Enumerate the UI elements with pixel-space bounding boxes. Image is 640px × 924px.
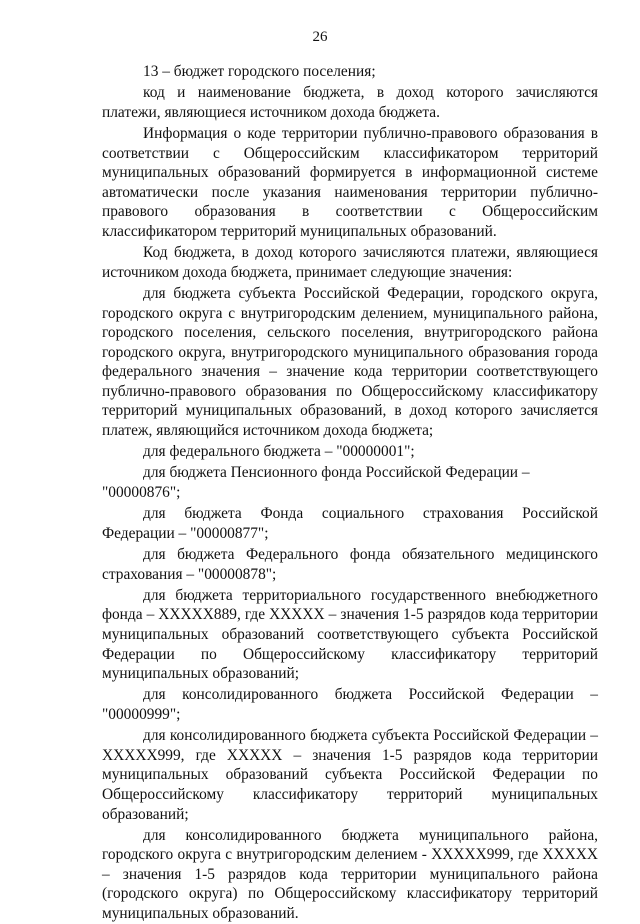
paragraph-budget-code-13: 13 – бюджет городского поселения;: [143, 63, 376, 80]
page-number: 26: [312, 29, 328, 45]
paragraph-federal-budget: для федерального бюджета – "00000001";: [143, 443, 415, 461]
paragraph-territorial-fund: для бюджета территориального государственного внебюджетного фонда – XXXXX889, где XXXXX – значения 1-5 разрядов кода территории муниципальных образований соответствующего субъекта Российской Федерации по Общероссийскому классификатору территорий муниципальных образований;: [102, 586, 598, 683]
paragraph-territory-code-info: Информация о коде территории публично-правового образования в соответствии с Общероссийским классификатором территорий муниципальных образований формируется в информационной системе автоматически после указания наименования территории публично-правового образования в соответствии с Общероссийским классификатором территорий муниципальных образований.: [102, 124, 598, 240]
paragraph-pension-fund: для бюджета Пенсионного фонда Российской Федерации – "00000876";: [102, 464, 530, 502]
paragraph-subject-budget: для бюджета субъекта Российской Федерации, городского округа, городского округа с внутригородским делением, муниципального района, городского поселения, сельского поселения, внутригородского района городского округа, внутригородского муниципального образования города федерального значения – значение кода территории соответствующего публично-правового образования по Общероссийскому классификатору территорий муниципальных образований, в доход которого зачисляется платеж, являющийся источником дохода бюджета;: [102, 284, 598, 440]
paragraph-consolidated-municipal: для консолидированного бюджета муниципального района, городского округа с внутригородским делением - XXXXX999, где XXXXX – значения 1-5 разрядов кода территории муниципального района (городского округа) по Общероссийскому классификатору территорий муниципальных образований.: [102, 826, 598, 923]
paragraph-consolidated-federal: для консолидированного бюджета Российской Федерации – "00000999";: [102, 686, 598, 723]
paragraph-budget-code-name: код и наименование бюджета, в доход которого зачисляются платежи, являющиеся источником дохода бюджета.: [102, 84, 598, 121]
paragraph-social-insurance-fund: для бюджета Фонда социального страхования Российской Федерации – "00000877";: [102, 505, 598, 542]
document-body: [102, 62, 598, 924]
paragraph-budget-code-values: Код бюджета, в доход которого зачисляются платежи, являющиеся источником дохода бюджета, принимает следующие значения:: [102, 244, 598, 281]
paragraph-consolidated-subject: для консолидированного бюджета субъекта Российской Федерации – XXXXX999, где XXXXX – значения 1-5 разрядов кода территории муниципальных образований субъекта Российской Федерации по Общероссийскому классификатору территорий муниципальных образований;: [102, 727, 598, 823]
paragraph-medical-insurance-fund: для бюджета Федерального фонда обязательного медицинского страхования – "00000878";: [102, 546, 598, 583]
